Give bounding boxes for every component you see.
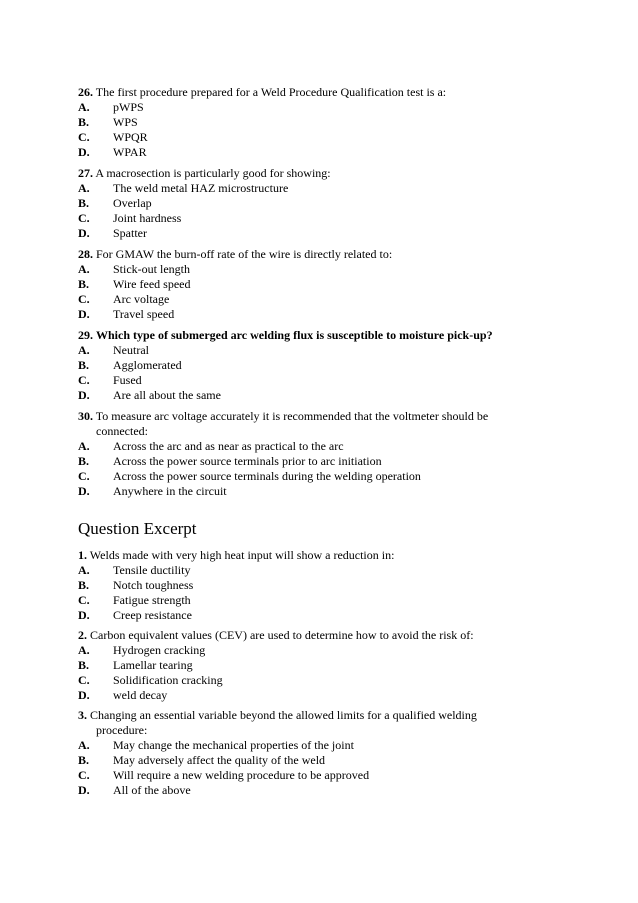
option-text: May adversely affect the quality of the weld	[113, 753, 326, 767]
option-letter: D.	[78, 783, 90, 797]
answer-option	[78, 373, 548, 388]
answer-option	[78, 130, 548, 145]
option-letter: D.	[78, 307, 90, 321]
question-stem	[78, 409, 548, 424]
answer-option	[78, 181, 548, 196]
option-letter: B.	[78, 454, 90, 468]
option-letter: D.	[78, 388, 90, 402]
option-text: Overlap	[113, 196, 152, 210]
answer-option	[78, 145, 548, 160]
option-text: Joint hardness	[113, 211, 182, 225]
question-stem	[78, 247, 548, 262]
section-title: Question Excerpt	[78, 519, 197, 538]
option-text: All of the above	[113, 783, 191, 797]
answer-option	[78, 211, 548, 226]
option-text: Tensile ductility	[113, 563, 191, 577]
option-letter: D.	[78, 484, 90, 498]
question-1	[78, 548, 548, 623]
question-text: Welds made with very high heat input will show a reduction in:	[89, 548, 395, 562]
option-letter: A.	[78, 343, 90, 357]
option-text: Across the arc and as near as practical to the arc	[113, 439, 344, 453]
option-text: Hydrogen cracking	[113, 643, 206, 657]
answer-option	[78, 658, 548, 673]
answer-option	[78, 439, 548, 454]
option-text: The weld metal HAZ microstructure	[113, 181, 289, 195]
option-letter: D.	[78, 688, 90, 702]
question-29	[78, 328, 548, 403]
option-text: WPS	[113, 115, 138, 129]
option-letter: B.	[78, 277, 90, 291]
answer-option	[78, 738, 548, 753]
option-letter: B.	[78, 196, 90, 210]
option-text: Lamellar tearing	[113, 658, 193, 672]
answer-option	[78, 115, 548, 130]
answer-option	[78, 484, 548, 499]
option-text: Across the power source terminals prior to arc initiation	[113, 454, 382, 468]
option-text: WPAR	[113, 145, 147, 159]
question-stem	[78, 548, 548, 563]
option-text: Across the power source terminals during the welding operation	[113, 469, 421, 483]
option-letter: A.	[78, 738, 90, 752]
answer-option	[78, 688, 548, 703]
option-text: Stick-out length	[113, 262, 190, 276]
option-letter: D.	[78, 145, 90, 159]
answer-option	[78, 768, 548, 783]
option-text: Neutral	[113, 343, 149, 357]
question-number: 28.	[78, 247, 93, 261]
question-stem	[78, 628, 548, 643]
question-text: To measure arc voltage accurately it is recommended that the voltmeter should be	[95, 409, 489, 423]
option-text: Solidification cracking	[113, 673, 223, 687]
answer-option	[78, 262, 548, 277]
question-number: 29.	[78, 328, 93, 342]
question-27	[78, 166, 548, 241]
option-letter: B.	[78, 358, 90, 372]
question-number: 3.	[78, 708, 87, 722]
question-stem	[78, 166, 548, 181]
option-text: Wire feed speed	[113, 277, 191, 291]
question-number: 30.	[78, 409, 93, 423]
page-content	[78, 85, 548, 803]
question-text-continued: connected:	[96, 424, 148, 438]
answer-option	[78, 226, 548, 241]
question-number: 2.	[78, 628, 87, 642]
question-stem	[78, 708, 548, 723]
question-text: Carbon equivalent values (CEV) are used to determine how to avoid the risk of:	[90, 628, 474, 642]
option-text: Fatigue strength	[113, 593, 191, 607]
option-letter: B.	[78, 578, 90, 592]
option-letter: C.	[78, 211, 90, 225]
option-letter: C.	[78, 130, 90, 144]
answer-option	[78, 563, 548, 578]
option-text: Anywhere in the circuit	[113, 484, 227, 498]
question-text: Changing an essential variable beyond the allowed limits for a qualified welding	[90, 708, 477, 722]
answer-option	[78, 643, 548, 658]
answer-option	[78, 454, 548, 469]
question-stem	[78, 85, 548, 100]
answer-option	[78, 593, 548, 608]
option-text: Are all about the same	[113, 388, 221, 402]
option-text: Will require a new welding procedure to be approved	[113, 768, 370, 782]
option-letter: B.	[78, 753, 90, 767]
option-letter: A.	[78, 563, 90, 577]
option-text: Agglomerated	[113, 358, 182, 372]
question-number: 26.	[78, 85, 93, 99]
question-26	[78, 85, 548, 160]
question-text: Which type of submerged arc welding flux is susceptible to moisture pick-up?	[96, 328, 493, 342]
option-letter: C.	[78, 593, 90, 607]
answer-option	[78, 388, 548, 403]
question-3	[78, 708, 548, 798]
option-letter: A.	[78, 181, 90, 195]
question-list-a	[78, 85, 548, 499]
question-28	[78, 247, 548, 322]
answer-option	[78, 783, 548, 798]
option-text: WPQR	[113, 130, 148, 144]
option-text: pWPS	[113, 100, 144, 114]
question-30	[78, 409, 548, 499]
question-number: 27.	[78, 166, 93, 180]
option-letter: C.	[78, 469, 90, 483]
option-letter: A.	[78, 643, 90, 657]
question-text-continued: procedure:	[96, 723, 148, 737]
answer-option	[78, 100, 548, 115]
answer-option	[78, 469, 548, 484]
question-text: For GMAW the burn-off rate of the wire is directly related to:	[96, 247, 393, 261]
answer-option	[78, 358, 548, 373]
option-letter: A.	[78, 100, 90, 114]
answer-option	[78, 578, 548, 593]
option-letter: B.	[78, 115, 90, 129]
question-text: A macrosection is particularly good for showing:	[95, 166, 331, 180]
question-2	[78, 628, 548, 703]
answer-option	[78, 343, 548, 358]
answer-option	[78, 753, 548, 768]
option-text: Notch toughness	[113, 578, 194, 592]
answer-option	[78, 673, 548, 688]
option-letter: D.	[78, 608, 90, 622]
option-text: weld decay	[113, 688, 168, 702]
option-text: Creep resistance	[113, 608, 192, 622]
answer-option	[78, 307, 548, 322]
answer-option	[78, 277, 548, 292]
option-letter: C.	[78, 292, 90, 306]
question-list-b	[78, 548, 548, 798]
answer-option	[78, 608, 548, 623]
option-letter: C.	[78, 673, 90, 687]
option-letter: D.	[78, 226, 90, 240]
question-text: The first procedure prepared for a Weld Procedure Qualification test is a:	[95, 85, 447, 99]
answer-option	[78, 196, 548, 211]
option-letter: C.	[78, 373, 90, 387]
option-letter: C.	[78, 768, 90, 782]
question-stem	[78, 328, 548, 343]
option-text: Arc voltage	[113, 292, 170, 306]
option-letter: A.	[78, 439, 90, 453]
option-text: Travel speed	[113, 307, 175, 321]
option-letter: B.	[78, 658, 90, 672]
option-letter: A.	[78, 262, 90, 276]
option-text: Fused	[113, 373, 142, 387]
answer-option	[78, 292, 548, 307]
option-text: Spatter	[113, 226, 147, 240]
question-number: 1.	[78, 548, 87, 562]
option-text: May change the mechanical properties of the joint	[113, 738, 354, 752]
